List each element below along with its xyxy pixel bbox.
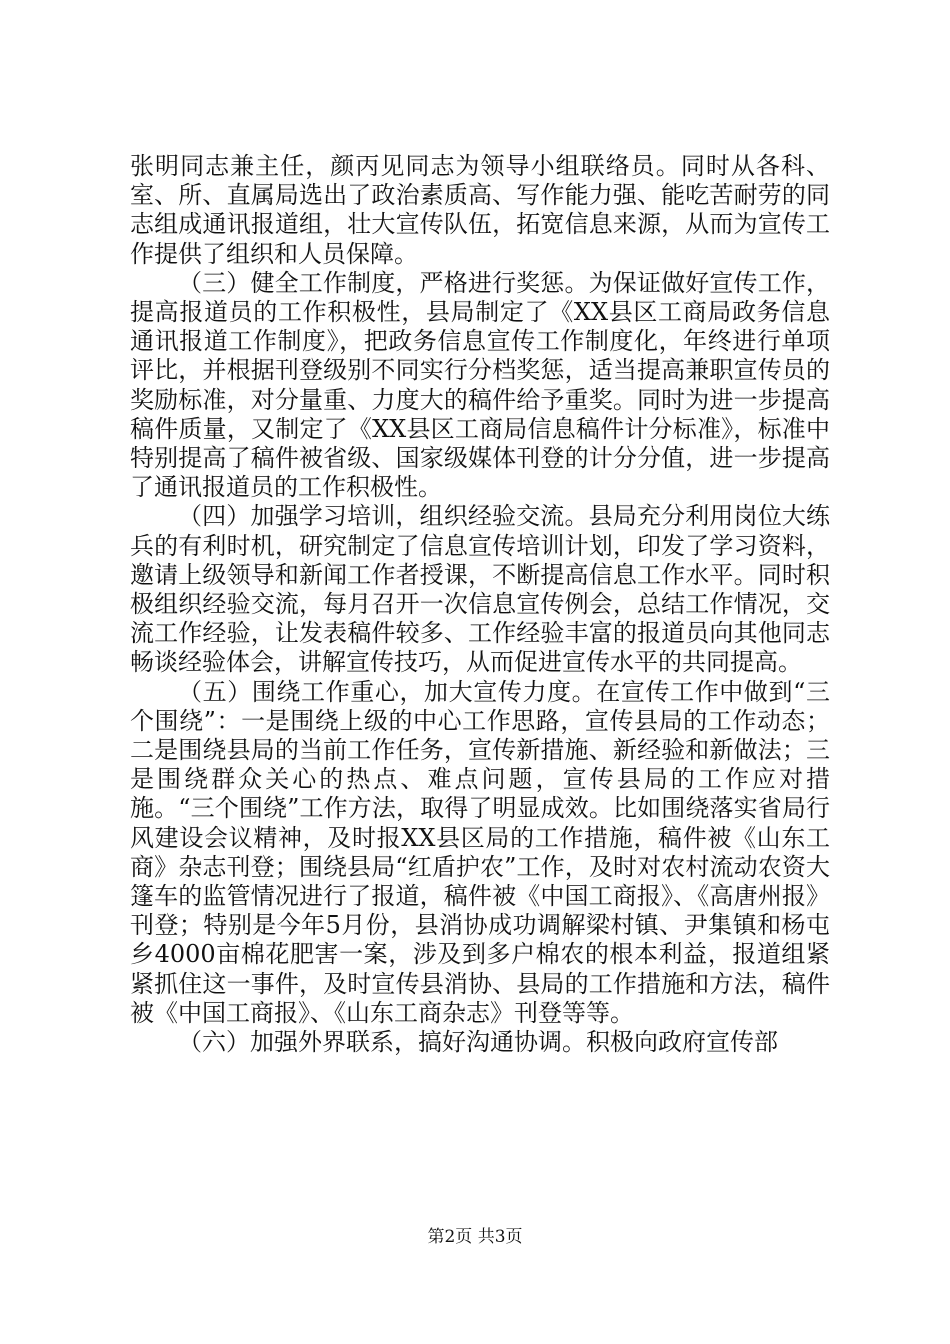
paragraph-section-6: （六）加强外界联系，搞好沟通协调。积极向政府宣传部 (178, 1028, 778, 1057)
paragraph-section-3: （三）健全工作制度，严格进行奖惩。为保证做好宣传工作，提高报道员的工作积极性，县局制定了《XX县区工商局政务信息通讯报道工作制度》，把政务信息宣传工作制度化，年终进行单项评比，并根据刊登级别不同实行分档奖惩，适当提高兼职宣传员的奖励标准，对分量重、力度大的稿件给予重奖。同时为进一步提高稿件质量，又制定了《XX县区工商局信息稿件计分标准》，标准中特别提高了稿件被省级、国家级媒体刊登的计分分值，进一步提高了通讯报道员的工作积极性。 (130, 268, 830, 502)
page-footer: 第2页 共3页 (427, 1227, 523, 1247)
paragraph-continuation: 张明同志兼主任，颜丙见同志为领导小组联络员。同时从各科、室、所、直属局选出了政治素质高、写作能力强、能吃苦耐劳的同志组成通讯报道组，壮大宣传队伍，拓宽信息来源，从而为宣传工作提供了组织和人员保障。 (130, 152, 830, 268)
paragraph-section-5: （五）围绕工作重心，加大宣传力度。在宣传工作中做到“三个围绕”：一是围绕上级的中心工作思路，宣传县局的工作动态；二是围绕县局的当前工作任务，宣传新措施、新经验和新做法；三是围绕群众关心的热点、难点问题，宣传县局的工作应对措施。“三个围绕”工作方法，取得了明显成效。比如围绕落实省局行风建设会议精神，及时报XX县区局的工作措施，稿件被《山东工商》杂志刊登；围绕县局“红盾护农”工作，及时对农村流动农资大篷车的监管情况进行了报道，稿件被《中国工商报》、《高唐州报》刊登；特别是今年5月份，县消协成功调解梁村镇、尹集镇和杨屯乡4000亩棉花肥害一案，涉及到多户棉农的根本利益，报道组紧紧抓住这一事件，及时宣传县消协、县局的工作措施和方法，稿件被《中国工商报》、《山东工商杂志》刊登等等。 (130, 677, 830, 1027)
document-body (130, 152, 830, 1057)
paragraph-section-4: （四）加强学习培训，组织经验交流。县局充分利用岗位大练兵的有利时机，研究制定了信息宣传培训计划，印发了学习资料，邀请上级领导和新闻工作者授课，不断提高信息工作水平。同时积极组织经验交流，每月召开一次信息宣传例会，总结工作情况，交流工作经验，让发表稿件较多、工作经验丰富的报道员向其他同志畅谈经验体会，讲解宣传技巧，从而促进宣传水平的共同提高。 (130, 502, 830, 677)
